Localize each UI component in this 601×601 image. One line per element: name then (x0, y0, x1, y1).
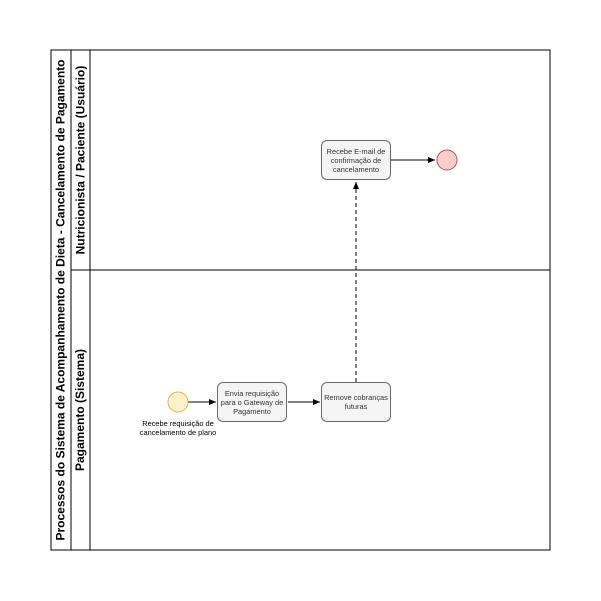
lane-title-user (71, 50, 90, 270)
end-event[interactable] (437, 150, 457, 170)
lane-title-payment-text: Pagamento (Sistema) (73, 348, 88, 472)
task-send-request-label: Envia requisição para o Gateway de Pagamento (220, 388, 284, 416)
task-receive-email[interactable] (321, 140, 391, 180)
pool-title-text: Processos do Sistema de Acompanhamento de Dieta - Cancelamento de Pagamento (53, 59, 68, 541)
start-event-label: Recebe requisição de cancelamento de plano (139, 419, 217, 437)
task-send-request[interactable] (217, 382, 287, 422)
lane-title-payment (71, 270, 90, 550)
task-remove-charges[interactable] (321, 382, 391, 422)
lane-title-user-text: Nutricionista / Paciente (Usuário) (73, 65, 88, 255)
pool-border (51, 50, 550, 550)
pool-title (51, 50, 70, 550)
start-event[interactable] (168, 392, 188, 412)
task-remove-charges-label: Remove cobranças futuras (324, 393, 388, 411)
task-receive-email-label: Recebe E-mail de confirmação de cancelamento (326, 146, 386, 174)
